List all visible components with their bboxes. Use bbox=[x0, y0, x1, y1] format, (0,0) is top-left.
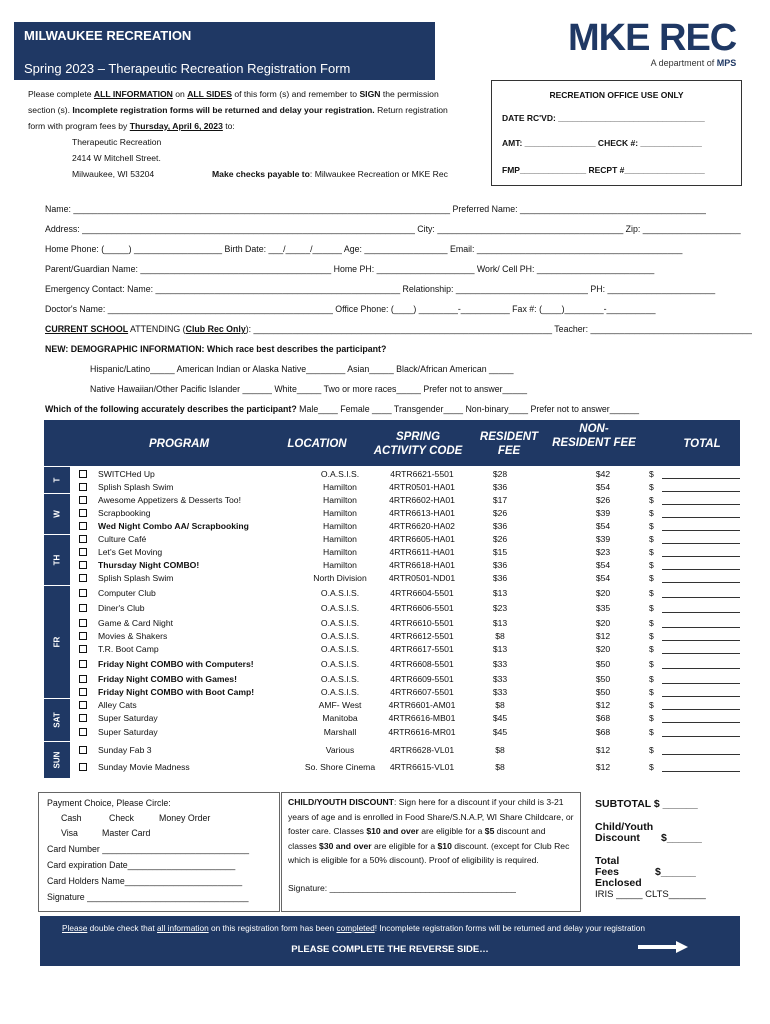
total-field[interactable] bbox=[662, 644, 740, 654]
total-field[interactable] bbox=[662, 674, 740, 684]
nonresident-fee: $12 bbox=[595, 762, 611, 772]
mke-rec-logo bbox=[568, 18, 736, 68]
program-row bbox=[70, 560, 740, 573]
dollar-sign: $ bbox=[649, 644, 654, 654]
program-checkbox[interactable] bbox=[79, 561, 87, 569]
program-row bbox=[70, 644, 740, 657]
name-row[interactable]: Name: _____________________________________________________________________________ Preferred Name: ______________________________________ bbox=[45, 204, 706, 214]
total-fees-label: Total Fees Enclosed bbox=[595, 855, 642, 889]
dollar-sign: $ bbox=[649, 618, 654, 628]
program-location: So. Shore Cinema bbox=[304, 762, 376, 772]
program-location: AMF- West bbox=[318, 700, 362, 710]
dollar-sign: $ bbox=[649, 469, 654, 479]
activity-code: 4RTR6612-5501 bbox=[390, 631, 454, 641]
office-amt[interactable]: AMT: _______________ CHECK #: _____________ bbox=[502, 138, 702, 148]
resident-fee: $15 bbox=[492, 547, 508, 557]
doctor-row[interactable]: Doctor's Name: ______________________________________________ Office Phone: (____) ________-__________ Fax #: (____)________-__________ bbox=[45, 304, 656, 314]
dollar-sign: $ bbox=[649, 508, 654, 518]
resident-fee: $26 bbox=[492, 508, 508, 518]
total-field[interactable] bbox=[662, 762, 740, 772]
dollar-sign: $ bbox=[649, 482, 654, 492]
program-row bbox=[70, 508, 740, 521]
dollar-sign: $ bbox=[649, 659, 654, 669]
program-row bbox=[70, 745, 740, 758]
activity-code: 4RTR6616-MR01 bbox=[388, 727, 456, 737]
program-name: Culture Café bbox=[98, 534, 147, 544]
resident-fee: $8 bbox=[495, 631, 505, 641]
activity-code: 4RTR6605-HA01 bbox=[389, 534, 455, 544]
program-location: Hamilton bbox=[323, 508, 357, 518]
program-location: Hamilton bbox=[323, 534, 357, 544]
activity-code: 4RTR6628-VL01 bbox=[389, 745, 455, 755]
subtotal[interactable]: SUBTOTAL $ ______ bbox=[595, 798, 698, 810]
nonresident-fee: $26 bbox=[595, 495, 611, 505]
form-title: Spring 2023 – Therapeutic Recreation Registration Form bbox=[24, 61, 351, 76]
program-checkbox[interactable] bbox=[79, 522, 87, 530]
discount-text: CHILD/YOUTH DISCOUNT: Sign here for a discount if your child is 3-21 years of age and is enrolled in Food Share/S.N.A.P, WI Share Childcare, or foster care. Classes $10 and over are eligible for a $5 discount and classes $30 and over are eligible for a $10 discount. (except for Club Rec which is eligible for a 50% discount). Proof of eligibility is required. bbox=[288, 797, 574, 865]
card-number-field[interactable]: Card Number ______________________________ bbox=[47, 844, 250, 854]
program-name: Computer Club bbox=[98, 588, 156, 598]
program-row bbox=[70, 534, 740, 547]
iris-clts[interactable]: IRIS _____ CLTS_______ bbox=[595, 889, 706, 900]
program-location: O.A.S.I.S. bbox=[320, 659, 360, 669]
nonresident-fee: $54 bbox=[595, 521, 611, 531]
dollar-sign: $ bbox=[649, 547, 654, 557]
dollar-sign: $ bbox=[649, 687, 654, 697]
program-location: O.A.S.I.S. bbox=[320, 469, 360, 479]
resident-fee: $45 bbox=[492, 727, 508, 737]
arrow-right-icon bbox=[638, 941, 688, 953]
nonresident-fee: $50 bbox=[595, 674, 611, 684]
total-field[interactable] bbox=[662, 547, 740, 557]
resident-fee: $33 bbox=[492, 674, 508, 684]
program-name: Thursday Night COMBO! bbox=[98, 560, 200, 570]
program-name: Wed Night Combo AA/ Scrapbooking bbox=[98, 521, 249, 531]
nonresident-fee: $68 bbox=[595, 727, 611, 737]
program-row bbox=[70, 469, 740, 482]
program-location: Hamilton bbox=[323, 495, 357, 505]
col-nonresident: NON- RESIDENT FEE bbox=[552, 423, 636, 449]
program-location: O.A.S.I.S. bbox=[320, 631, 360, 641]
total-field[interactable] bbox=[662, 687, 740, 697]
nonresident-fee: $50 bbox=[595, 687, 611, 697]
program-row bbox=[70, 482, 740, 495]
nonresident-fee: $35 bbox=[595, 603, 611, 613]
program-location: O.A.S.I.S. bbox=[320, 618, 360, 628]
program-checkbox[interactable] bbox=[79, 604, 87, 612]
pay-check[interactable]: Check bbox=[109, 813, 134, 823]
nonresident-fee: $68 bbox=[595, 713, 611, 723]
activity-code: 4RTR6618-HA01 bbox=[389, 560, 455, 570]
total-field[interactable] bbox=[662, 618, 740, 628]
total-field[interactable] bbox=[662, 631, 740, 641]
dollar-sign: $ bbox=[649, 631, 654, 641]
total-field[interactable] bbox=[662, 603, 740, 613]
day-band-tue: T bbox=[44, 467, 70, 493]
program-checkbox[interactable] bbox=[79, 548, 87, 556]
gender-row[interactable]: Which of the following accurately describes the participant? Male____ Female ____ Transgender____ Non-binary____ Prefer not to answer______ bbox=[45, 404, 640, 414]
program-location: Marshall bbox=[323, 727, 357, 737]
phone-row[interactable]: Home Phone: (_____) __________________ Birth Date: ___/_____/______ Age: _________________ Email: __________________________________________ bbox=[45, 244, 683, 254]
resident-fee: $8 bbox=[495, 745, 505, 755]
activity-code: 4RTR6606-5501 bbox=[390, 603, 454, 613]
dollar-sign: $ bbox=[649, 713, 654, 723]
day-band-fri: FR bbox=[44, 586, 70, 698]
total-field[interactable] bbox=[662, 521, 740, 531]
program-row bbox=[70, 687, 740, 700]
logo-text: MKE REC bbox=[568, 17, 737, 59]
program-location: O.A.S.I.S. bbox=[320, 603, 360, 613]
discount-signature-field[interactable]: Signature: _______________________________________ bbox=[288, 883, 516, 893]
nonresident-fee: $12 bbox=[595, 745, 611, 755]
footer-note: Please double check that all information on this registration form has been completed! Incomplete registration forms will be returned and delay your registration bbox=[62, 923, 645, 933]
program-name: T.R. Boot Camp bbox=[98, 644, 159, 654]
program-name: Diner's Club bbox=[98, 603, 145, 613]
program-location: Hamilton bbox=[323, 521, 357, 531]
office-title: RECREATION OFFICE USE ONLY bbox=[549, 90, 684, 100]
program-checkbox[interactable] bbox=[79, 496, 87, 504]
nonresident-fee: $23 bbox=[595, 547, 611, 557]
nonresident-fee: $54 bbox=[595, 573, 611, 583]
resident-fee: $23 bbox=[492, 603, 508, 613]
program-location: North Division bbox=[313, 573, 367, 583]
resident-fee: $36 bbox=[492, 482, 508, 492]
nonresident-fee: $42 bbox=[595, 469, 611, 479]
program-name: Awesome Appetizers & Desserts Too! bbox=[98, 495, 241, 505]
col-code: SPRING ACTIVITY CODE bbox=[373, 431, 463, 457]
pay-cash[interactable]: Cash bbox=[61, 813, 82, 823]
program-location: Manitoba bbox=[322, 713, 358, 723]
school-row[interactable]: CURRENT SCHOOL ATTENDING (Club Rec Only): _____________________________________________________________ Teacher: _________________________________ bbox=[45, 324, 752, 334]
pay-visa[interactable]: Visa bbox=[61, 828, 78, 838]
activity-code: 4RTR6608-5501 bbox=[390, 659, 454, 669]
race-row-2[interactable]: Native Hawaiian/Other Pacific Islander ______ White_____ Two or more races_____ Prefer not to answer_____ bbox=[90, 384, 527, 394]
total-field[interactable] bbox=[662, 560, 740, 570]
program-name: Movies & Shakers bbox=[98, 631, 168, 641]
day-band-wed: W bbox=[44, 494, 70, 534]
dollar-sign: $ bbox=[649, 521, 654, 531]
program-checkbox[interactable] bbox=[79, 688, 87, 696]
total-field[interactable] bbox=[662, 469, 740, 479]
col-program: PROGRAM bbox=[148, 438, 210, 450]
day-band-sun: SUN bbox=[44, 742, 70, 778]
program-row bbox=[70, 547, 740, 560]
program-name: Splish Splash Swim bbox=[98, 573, 174, 583]
dollar-sign: $ bbox=[649, 534, 654, 544]
total-field[interactable] bbox=[662, 573, 740, 583]
activity-code: 4RTR6613-HA01 bbox=[389, 508, 455, 518]
activity-code: 4RTR6617-5501 bbox=[390, 644, 454, 654]
program-location: O.A.S.I.S. bbox=[320, 674, 360, 684]
activity-code: 4RTR6610-5501 bbox=[390, 618, 454, 628]
resident-fee: $13 bbox=[492, 588, 508, 598]
activity-code: 4RTR6609-5501 bbox=[390, 674, 454, 684]
dollar-sign: $ bbox=[649, 700, 654, 710]
total-field[interactable] bbox=[662, 659, 740, 669]
office-use-box bbox=[491, 80, 742, 186]
office-fmp[interactable]: FMP______________ RECPT #_________________ bbox=[502, 165, 705, 175]
total-field[interactable] bbox=[662, 495, 740, 505]
program-checkbox[interactable] bbox=[79, 632, 87, 640]
program-name: Sunday Fab 3 bbox=[98, 745, 152, 755]
pay-mastercard[interactable]: Master Card bbox=[102, 828, 151, 838]
resident-fee: $36 bbox=[492, 573, 508, 583]
program-name: Splish Splash Swim bbox=[98, 482, 174, 492]
activity-code: 4RTR6611-HA01 bbox=[389, 547, 455, 557]
program-name: Friday Night COMBO with Computers! bbox=[98, 659, 254, 669]
logo-tagline: A department of MPS bbox=[650, 58, 737, 68]
activity-code: 4RTR6620-HA02 bbox=[389, 521, 455, 531]
dollar-sign: $ bbox=[649, 727, 654, 737]
program-location: O.A.S.I.S. bbox=[320, 644, 360, 654]
dollar-sign: $ bbox=[649, 745, 654, 755]
program-checkbox[interactable] bbox=[79, 728, 87, 736]
program-row bbox=[70, 573, 740, 586]
total-field[interactable] bbox=[662, 727, 740, 737]
dollar-sign: $ bbox=[649, 573, 654, 583]
program-checkbox[interactable] bbox=[79, 574, 87, 582]
nonresident-fee: $12 bbox=[595, 700, 611, 710]
program-name: Super Saturday bbox=[98, 713, 158, 723]
pay-money-order[interactable]: Money Order bbox=[159, 813, 211, 823]
form-header bbox=[14, 22, 435, 80]
program-row bbox=[70, 659, 740, 672]
total-field[interactable] bbox=[662, 700, 740, 710]
program-checkbox[interactable] bbox=[79, 483, 87, 491]
activity-code: 4RTR6601-AM01 bbox=[388, 700, 456, 710]
program-row bbox=[70, 727, 740, 740]
program-checkbox[interactable] bbox=[79, 701, 87, 709]
nonresident-fee: $20 bbox=[595, 588, 611, 598]
instructions: Please complete ALL INFORMATION on ALL SIDES of this form (s) and remember to SIGN the permission section (s). Incomplete registration forms will be returned and delay your registration. Return registration form with program fees by Thursday, April 6, 2023 to: Therapeutic Recreation 2414 W Mitchell Street. Milwaukee, WI 53204 Make checks payable to: Milwaukee Recreation or MKE Rec bbox=[28, 89, 448, 179]
total-field[interactable] bbox=[662, 482, 740, 492]
nonresident-fee: $20 bbox=[595, 618, 611, 628]
total-field[interactable] bbox=[662, 588, 740, 598]
nonresident-fee: $12 bbox=[595, 631, 611, 641]
program-location: Hamilton bbox=[323, 547, 357, 557]
program-row bbox=[70, 618, 740, 631]
activity-code: 4RTR6604-5501 bbox=[390, 588, 454, 598]
program-location: O.A.S.I.S. bbox=[320, 588, 360, 598]
payment-box bbox=[38, 792, 280, 912]
program-table-header bbox=[44, 420, 740, 466]
program-checkbox[interactable] bbox=[79, 746, 87, 754]
resident-fee: $36 bbox=[492, 521, 508, 531]
program-name: Sunday Movie Madness bbox=[98, 762, 190, 772]
payment-signature-field[interactable]: Signature _________________________________ bbox=[47, 892, 249, 902]
activity-code: 4RTR0501-HA01 bbox=[389, 482, 455, 492]
activity-code: 4RTR6607-5501 bbox=[390, 687, 454, 697]
program-name: Friday Night COMBO with Boot Camp! bbox=[98, 687, 255, 697]
nonresident-fee: $39 bbox=[595, 508, 611, 518]
col-resident: RESIDENT FEE bbox=[479, 431, 539, 457]
demographic-title: NEW: DEMOGRAPHIC INFORMATION: Which race best describes the participant? bbox=[45, 344, 387, 354]
reverse-side-note: PLEASE COMPLETE THE REVERSE SIDE… bbox=[291, 944, 489, 955]
activity-code: 4RTR6615-VL01 bbox=[389, 762, 455, 772]
resident-fee: $33 bbox=[492, 687, 508, 697]
youth-discount-label: Child/Youth Discount bbox=[595, 821, 654, 844]
program-name: Game & Card Night bbox=[98, 618, 173, 628]
dollar-sign: $ bbox=[649, 560, 654, 570]
office-date[interactable]: DATE RC'VD: _______________________________ bbox=[502, 113, 705, 123]
program-location: O.A.S.I.S. bbox=[320, 687, 360, 697]
program-row bbox=[70, 603, 740, 616]
total-field[interactable] bbox=[662, 745, 740, 755]
program-checkbox[interactable] bbox=[79, 763, 87, 771]
resident-fee: $13 bbox=[492, 644, 508, 654]
program-checkbox[interactable] bbox=[79, 645, 87, 653]
program-name: Let's Get Moving bbox=[98, 547, 163, 557]
nonresident-fee: $20 bbox=[595, 644, 611, 654]
race-row-1[interactable]: Hispanic/Latino_____ American Indian or Alaska Native________ Asian_____ Black/African American _____ bbox=[90, 364, 514, 374]
address-row[interactable]: Address: ____________________________________________________________________ City: ______________________________________ Zip: ____________________ bbox=[45, 224, 741, 234]
program-location: Hamilton bbox=[323, 560, 357, 570]
nonresident-fee: $50 bbox=[595, 659, 611, 669]
footer-banner bbox=[40, 916, 740, 966]
program-row bbox=[70, 631, 740, 644]
program-checkbox[interactable] bbox=[79, 470, 87, 478]
total-fees-value[interactable]: $______ bbox=[655, 866, 696, 878]
card-holder-field[interactable]: Card Holders Name________________________ bbox=[47, 876, 243, 886]
resident-fee: $33 bbox=[492, 659, 508, 669]
program-location: Various bbox=[325, 745, 355, 755]
guardian-row[interactable]: Parent/Guardian Name: _______________________________________ Home PH: ____________________ Work/ Cell PH: ________________________ bbox=[45, 264, 655, 274]
program-checkbox[interactable] bbox=[79, 509, 87, 517]
activity-code: 4RTR6616-MB01 bbox=[388, 713, 456, 723]
total-field[interactable] bbox=[662, 508, 740, 518]
card-exp-field[interactable]: Card expiration Date______________________ bbox=[47, 860, 236, 870]
program-checkbox[interactable] bbox=[79, 589, 87, 597]
program-row bbox=[70, 713, 740, 726]
resident-fee: $45 bbox=[492, 713, 508, 723]
total-field[interactable] bbox=[662, 534, 740, 544]
payment-title: Payment Choice, Please Circle: bbox=[47, 798, 171, 808]
program-row bbox=[70, 700, 740, 713]
dollar-sign: $ bbox=[649, 603, 654, 613]
org-name: MILWAUKEE RECREATION bbox=[24, 28, 192, 43]
program-checkbox[interactable] bbox=[79, 660, 87, 668]
program-name: Scrapbooking bbox=[98, 508, 151, 518]
emergency-row[interactable]: Emergency Contact: Name: __________________________________________________ Relationship: ___________________________ PH: ______________________ bbox=[45, 284, 716, 294]
program-row bbox=[70, 521, 740, 534]
total-field[interactable] bbox=[662, 713, 740, 723]
program-checkbox[interactable] bbox=[79, 675, 87, 683]
program-name: Super Saturday bbox=[98, 727, 158, 737]
program-name: Alley Cats bbox=[98, 700, 137, 710]
resident-fee: $36 bbox=[492, 560, 508, 570]
dollar-sign: $ bbox=[649, 588, 654, 598]
resident-fee: $13 bbox=[492, 618, 508, 628]
dollar-sign: $ bbox=[649, 762, 654, 772]
day-band-thu: TH bbox=[44, 535, 70, 585]
activity-code: 4RTR6621-5501 bbox=[390, 469, 454, 479]
col-location: LOCATION bbox=[287, 438, 347, 450]
program-checkbox[interactable] bbox=[79, 535, 87, 543]
program-row bbox=[70, 588, 740, 601]
nonresident-fee: $54 bbox=[595, 482, 611, 492]
col-total: TOTAL bbox=[683, 438, 721, 450]
dollar-sign: $ bbox=[649, 674, 654, 684]
program-name: Friday Night COMBO with Games! bbox=[98, 674, 237, 684]
program-name: SWITCHed Up bbox=[98, 469, 155, 479]
resident-fee: $26 bbox=[492, 534, 508, 544]
activity-code: 4RTR0501-ND01 bbox=[388, 573, 456, 583]
program-checkbox[interactable] bbox=[79, 714, 87, 722]
resident-fee: $28 bbox=[492, 469, 508, 479]
program-checkbox[interactable] bbox=[79, 619, 87, 627]
youth-discount-value[interactable]: $______ bbox=[661, 832, 702, 844]
resident-fee: $8 bbox=[495, 700, 505, 710]
program-row bbox=[70, 674, 740, 687]
program-location: Hamilton bbox=[323, 482, 357, 492]
program-row bbox=[70, 762, 740, 775]
nonresident-fee: $54 bbox=[595, 560, 611, 570]
resident-fee: $8 bbox=[495, 762, 505, 772]
activity-code: 4RTR6602-HA01 bbox=[389, 495, 455, 505]
resident-fee: $17 bbox=[492, 495, 508, 505]
dollar-sign: $ bbox=[649, 495, 654, 505]
nonresident-fee: $39 bbox=[595, 534, 611, 544]
program-row bbox=[70, 495, 740, 508]
day-band-sat: SAT bbox=[44, 699, 70, 741]
discount-box bbox=[281, 792, 581, 912]
